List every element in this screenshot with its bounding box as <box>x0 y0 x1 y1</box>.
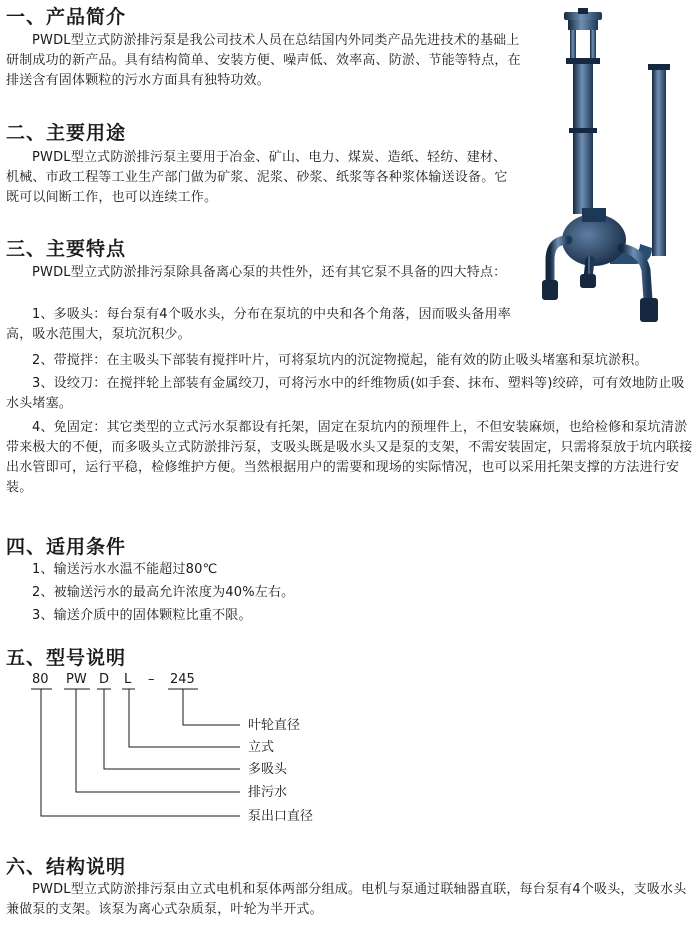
features-intro-text: PWDL型立式防淤排污泵除具备离心泵的共性外，还有其它泵不具备的四大特点： <box>32 265 507 280</box>
model-label-impeller-diameter: 叶轮直径 <box>248 718 301 733</box>
feature-item-4 <box>6 418 694 498</box>
model-code-l: L <box>124 672 132 687</box>
model-label-vertical: 立式 <box>248 740 275 755</box>
condition-item-2: 2、被输送污水的最高允许浓度为40%左右。 <box>32 585 295 600</box>
section-title-uses: 二、主要用途 <box>6 122 127 144</box>
feature-item-2-text: 2、带搅拌：在主吸头下部装有搅拌叶片，可将泵坑内的沉淀物搅起，能有效的防止吸头堵塞和泵坑淤积。 <box>32 353 648 368</box>
section-title-intro: 一、产品简介 <box>6 6 127 28</box>
feature-item-2 <box>6 351 694 371</box>
structure-text: PWDL型立式防淤排污泵由立式电机和泵体两部分组成。电机与泵通过联轴器直联，每台泵有4个吸头，支吸水头兼做泵的支架。该泵为离心式杂质泵，叶轮为半开式。 <box>6 882 687 917</box>
feature-item-4-text: 4、免固定：其它类型的立式污水泵都设有托架，固定在泵坑内的预埋件上，不但安装麻烦，也给检修和泵坑清淤带来极大的不便，而多吸头立式防淤排污泵，支吸头既是吸水头又是泵的支架，不需安装固定，只需将泵放于坑内联接出水管即可，运行平稳，检修维护方便。当然根据用户的需要和现场的实际情况，也可以采用托架支撑的方法进行安装。 <box>6 420 693 495</box>
features-intro-paragraph <box>6 263 520 283</box>
model-code-d: D <box>99 672 110 687</box>
model-label-sewage: 排污水 <box>248 785 288 800</box>
model-label-outlet-diameter: 泵出口直径 <box>248 809 314 824</box>
feature-item-1-text: 1、多吸头：每台泵有4个吸水头，分布在泵坑的中央和各个角落，因而吸头备用率高，吸水范围大，泵坑沉积少。 <box>6 307 511 342</box>
model-code-245: 245 <box>170 672 195 687</box>
section-title-structure: 六、结构说明 <box>6 856 127 878</box>
main-shaft-column <box>573 64 593 214</box>
model-code-80: 80 <box>32 672 49 687</box>
motor-top <box>564 8 602 64</box>
structure-paragraph <box>6 880 694 920</box>
section-title-model: 五、型号说明 <box>6 647 127 669</box>
suction-heads <box>542 274 658 322</box>
model-connector-lines <box>41 689 240 816</box>
conditions-list <box>6 560 606 626</box>
pump-illustration <box>538 8 678 330</box>
section-title-features: 三、主要特点 <box>6 238 127 260</box>
uses-paragraph <box>6 148 518 208</box>
condition-item-3: 3、输送介质中的固体颗粒比重不限。 <box>32 608 252 623</box>
uses-text: PWDL型立式防淤排污泵主要用于冶金、矿山、电力、煤炭、造纸、轻纺、建材、机械、市政工程等工业生产部门做为矿浆、泥浆、砂浆、纸浆等各种浆体输送设备。它既可以间断工作，也可以连续工作。 <box>6 150 508 205</box>
model-code-dash: – <box>148 672 155 687</box>
feature-item-1 <box>6 305 526 345</box>
feature-item-3 <box>6 374 694 414</box>
feature-item-3-text: 3、设绞刀：在搅拌轮上部装有金属绞刀，可将污水中的纤维物质(如手套、抹布、塑料等)绞碎，可有效地防止吸水头堵塞。 <box>6 376 685 411</box>
model-code-pw: PW <box>66 672 87 687</box>
section-title-conditions: 四、适用条件 <box>6 536 127 558</box>
intro-text: PWDL型立式防淤排污泵是我公司技术人员在总结国内外同类产品先进技术的基础上研制成功的新产品。具有结构简单、安装方便、噪声低、效率高、防淤、节能等特点，在排送含有固体颗粒的污水方面具有独特功效。 <box>6 33 521 88</box>
intro-paragraph <box>6 31 522 91</box>
condition-item-1: 1、输送污水水温不能超过80℃ <box>32 562 218 577</box>
model-label-multi-suction: 多吸头 <box>248 762 288 777</box>
model-designation-diagram <box>0 664 360 834</box>
